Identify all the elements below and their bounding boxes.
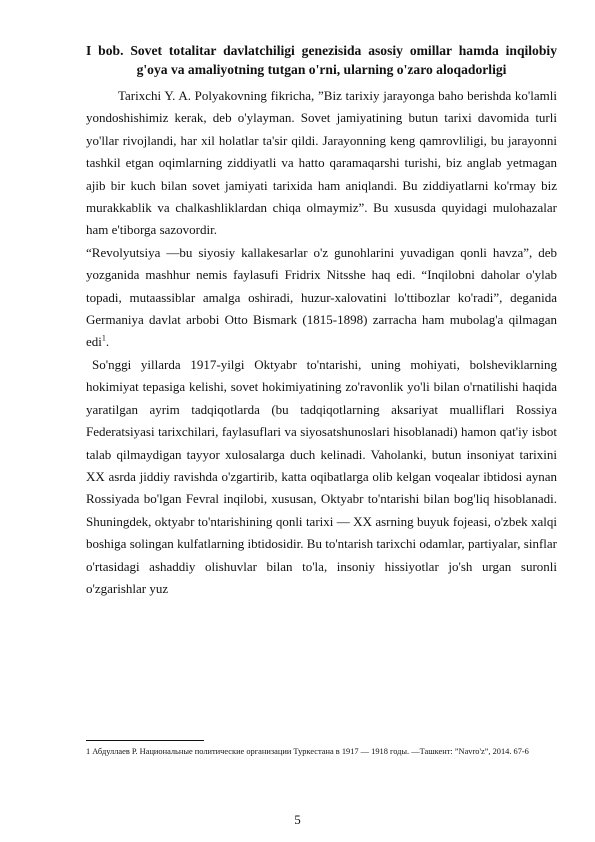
paragraph-1: Tarixchi Y. A. Polyakovning fikricha, ”Biz tarixiy jarayonga baho berishda ko'lamli yondoshishimiz kerak, deb o'ylayman. Sovet jamiyatining butun tarixi davomida turli yo'llar rivojlandi, har xil holatlar ta'sir qildi. Jarayonning keng qamrovliligi, bu jarayonni tashkil etgan oqimlarning ziddiyatli va hatto qaramaqarshi turishi, biz anglab yetmagan ajib bir kuch bilan sovet jamiyati tarixida ham aniqlandi. Bu ziddiyatlarni ko'rmay biz murakkablik va chalkashliklardan chiqa olmaymiz”. Bu xususda quyidagi mulohazalar ham e'tiborga sazovordir. [86,88,557,238]
chapter-heading: I bob. Sovet totalitar davlatchiligi genezisida asosiy omillar hamda inqilobiy g'oya va amaliyotning tutgan o'rni, ularning o'zaro aloqadorligi [86,43,557,77]
paragraph-2-text: “Revolyutsiya —bu siyosiy kallakesarlar o'z gunohlarini yuvadigan qonli havza”, deb yozganida mashhur nemis faylasufi Fridrix Nitsshe haq edi. “Inqilobni daholar o'ylab topadi, mutaassiblar amalga oshiradi, huzur-xalovatini lo'ttibozlar ko'radi”, deganida Germaniya davlat arbobi Otto Bismark (1815-1898) zarracha ham mubolag'a qilmagan edi [86,244,557,350]
page-number: 5 [294,812,301,827]
footnote-divider [86,740,204,741]
page-body [86,42,557,600]
footnote-text: 1 Абдуллаев Р. Национальные политические организации Туркестана в 1917 — 1918 годы. —Ташкент: ”Navro'z”, 2014. 67-6 [86,747,529,756]
paragraph-2 [86,242,557,354]
paragraph-2-end: . [105,334,110,350]
paragraph-3: So'nggi yillarda 1917-yilgi Oktyabr to'ntarishi, uning mohiyati, bolsheviklarning hokimiyat tepasiga kelishi, sovet hokimiyatining zo'ravonlik yo'li bilan o'rnatilishi haqida yaratilgan ayrim tadqiqotlarda (bu tadqiqotlarning aksariyat mualliflari Rossiya Federatsiyasi tarixchilari, faylasuflari va siyosatshunoslari hisoblanadi) hamon qat'iy isbot talab qilmaydigan tayyor xulosalarga duch kelinadi. Vaholanki, butun insoniyat tarixini XX asrda jiddiy ravishda o'zgartirib, katta oqibatlarga olib kelgan voqealar ibtidosi aynan Rossiyada bo'lgan Fevral inqilobi, xususan, Oktyabr to'ntarishi bilan bog'liq hisoblanadi. Shuningdek, oktyabr to'ntarishining qonli tarixi — XX asrning buyuk fojeasi, o'zbek xalqi boshiga solingan kulfatlarning ibtidosidir. Bu to'ntarish tarixchi odamlar, partiyalar, sinflar o'rtasidagi ashaddiy olishuvlar bilan to'la, insoniy hissiyotlar jo'sh urgan suronli o'zgarishlar yuz [86,356,557,596]
footnote-reference[interactable]: 1 [101,334,106,344]
